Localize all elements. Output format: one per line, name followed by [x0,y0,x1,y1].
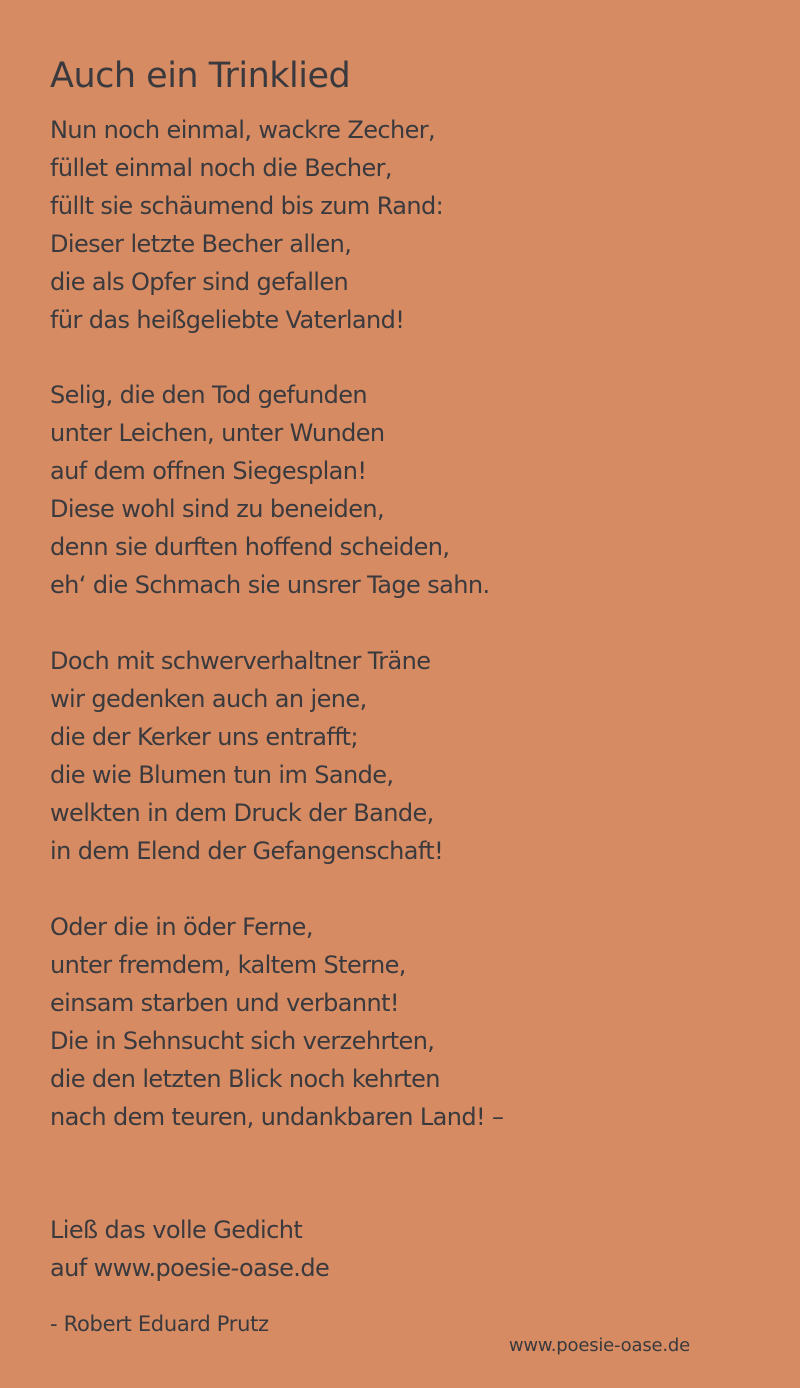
poem-line: Diese wohl sind zu beneiden, [50,495,385,523]
poem-line: auf dem offnen Siegesplan! [50,457,367,485]
poem-line: die wie Blumen tun im Sande, [50,761,394,789]
poem-line: Doch mit schwerverhaltner Träne [50,647,431,675]
stanza-4 [50,908,503,1136]
poem-line: füllet einmal noch die Becher, [50,154,392,182]
poem-line: welkten in dem Druck der Bande, [50,799,434,827]
stanza-1 [50,111,443,339]
poem-line: wir gedenken auch an jene, [50,685,367,713]
poem-line: Selig, die den Tod gefunden [50,381,367,409]
poem-line: die den letzten Blick noch kehrten [50,1065,440,1093]
stanza-2 [50,376,489,604]
poem-line: einsam starben und verbannt! [50,989,399,1017]
poem-line: unter fremdem, kaltem Sterne, [50,951,406,979]
poem-line: nach dem teuren, undankbaren Land! – [50,1103,504,1131]
poem-line: für das heißgeliebte Vaterland! [50,306,405,334]
author-credit: - Robert Eduard Prutz [50,1312,269,1336]
poem-line: denn sie durften hoffend scheiden, [50,533,450,561]
read-full-poem-note [50,1211,329,1287]
poem-title: Auch ein Trinklied [50,56,351,96]
cta-line: Ließ das volle Gedicht [50,1216,303,1244]
poem-line: unter Leichen, unter Wunden [50,419,385,447]
poem-line: die der Kerker uns entrafft; [50,723,358,751]
poem-line: eh‘ die Schmach sie unsrer Tage sahn. [50,571,490,599]
poem-line: füllt sie schäumend bis zum Rand: [50,192,444,220]
poem-line: Dieser letzte Becher allen, [50,230,352,258]
poem-line: die als Opfer sind gefallen [50,268,349,296]
cta-line: auf www.poesie-oase.de [50,1254,330,1282]
poem-line: Nun noch einmal, wackre Zecher, [50,116,436,144]
poem-line: Die in Sehnsucht sich verzehrten, [50,1027,435,1055]
stanza-3 [50,642,443,870]
footer-website-url: www.poesie-oase.de [508,1335,690,1356]
poem-line: in dem Elend der Gefangenschaft! [50,837,444,865]
poem-line: Oder die in öder Ferne, [50,913,313,941]
